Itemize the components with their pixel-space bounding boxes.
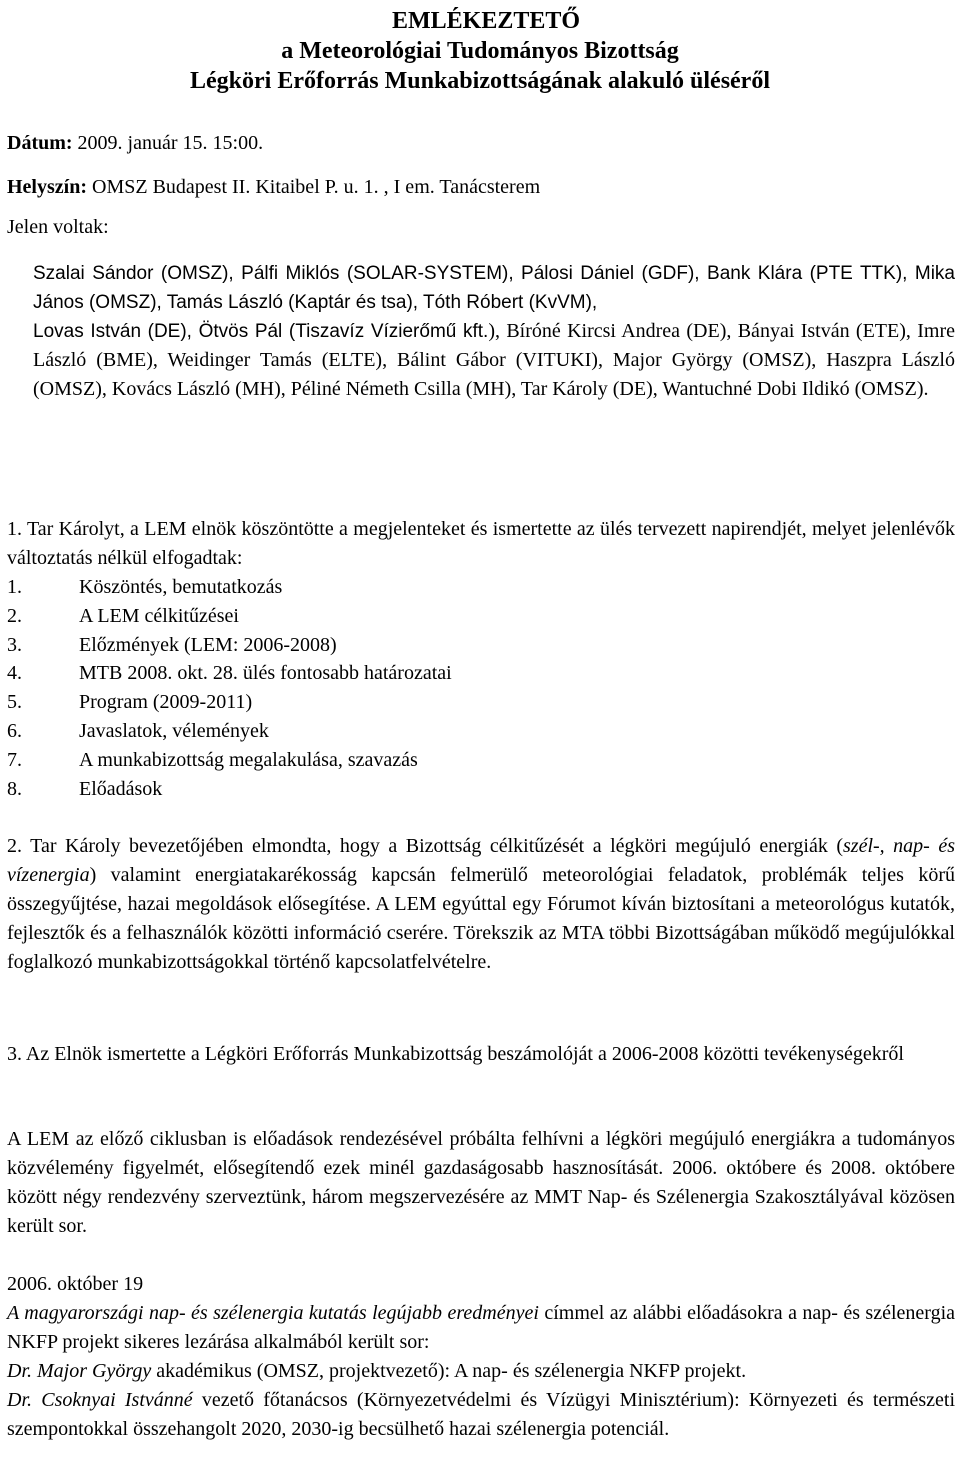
- place-line: [7, 176, 540, 199]
- present-label: Jelen voltak:: [7, 216, 109, 238]
- document-title: EMLÉKEZTETŐ: [391, 8, 581, 34]
- date-value: 2009. január 15. 15:00.: [72, 132, 264, 154]
- attendee-list: [33, 259, 955, 404]
- date-line: [7, 132, 263, 155]
- agenda-list: [7, 573, 452, 803]
- energy-types: szél-, nap- és vízenergia: [7, 835, 955, 886]
- place-label: Helyszín:: [7, 176, 87, 198]
- section-3-paragraph: A LEM az előző ciklusban is előadások rendezésével próbálta felhívni a légköri megújuló energiákra a tudományos közvélemény figyelmét, elősegítendő ezek minél gazdaságosabb hasznosítását. 2006. októbere és 2008. októbere között négy rendezvény szerveztünk, három megszervezésére az MMT Nap- és Szélenergia Szakosztályával közösen került sor.: [7, 1128, 955, 1237]
- event-description: A magyarországi nap- és szélenergia kutatás legújabb eredményei címmel az alábbi előadásokra a nap- és szélenergia NKFP projekt sikeres lezárása alkalmából került sor:: [7, 1302, 956, 1353]
- agenda-item: 7. A munkabizottság megalakulása, szavazás: [7, 748, 418, 771]
- meeting-subtitle: Légköri Erőforrás Munkabizottságának alakuló üléséről: [189, 68, 771, 94]
- section-3-heading: 3. Az Elnök ismertette a Légköri Erőforrás Munkabizottság beszámolóját a 2006-2008 közötti tevékenységekről: [7, 1043, 904, 1065]
- section-1-intro: 1. Tar Károlyt, a LEM elnök köszöntötte a megjelenteket és ismertette az ülés tervezett napirendjét, melyet jelenlévők változtatás nélkül elfogadtak:: [7, 518, 955, 569]
- agenda-item: 2. A LEM célkitűzései: [7, 604, 239, 627]
- place-value: OMSZ Budapest II. Kitaibel P. u. 1. , I em. Tanácsterem: [87, 176, 541, 198]
- event-title: A magyarországi nap- és szélenergia kutatás legújabb eredményei: [7, 1302, 539, 1324]
- agenda-item: 4. MTB 2008. okt. 28. ülés fontosabb határozatai: [7, 662, 452, 685]
- speaker-1: Dr. Major György akadémikus (OMSZ, projektvezető): A nap- és szélenergia NKFP projekt.: [7, 1360, 747, 1382]
- speaker-2: Dr. Csoknyai Istvánné vezető főtanácsos (Környezetvédelmi és Vízügyi Minisztérium): Környezeti és természeti szempontokkal összehangolt 2020, 2030-ig becsülhető hazai szélenergia potenciál.: [7, 1389, 955, 1440]
- event-date: 2006. október 19: [7, 1273, 144, 1295]
- agenda-item: 1. Köszöntés, bemutatkozás: [7, 576, 283, 598]
- agenda-item: 3. Előzmények (LEM: 2006-2008): [7, 633, 337, 656]
- committee-name: a Meteorológiai Tudományos Bizottság: [281, 38, 679, 64]
- attendees-part1: Szalai Sándor (OMSZ), Pálfi Miklós (SOLAR-SYSTEM), Pálosi Dániel (GDF), Bank Klára (PTE TTK), Mika János (OMSZ), Tamás László (Kaptár és tsa), Tóth Róbert (KvVM),: [33, 263, 955, 313]
- section-2-paragraph: 2. Tar Károly bevezetőjében elmondta, hogy a Bizottság célkitűzését a légköri megújuló energiák (szél-, nap- és vízenergia) valamint energiatakarékosság kapcsán felmerülő meteorológiai feladatok, problémák teljes körű összegyűjtése, hazai megoldások elősegítése. A LEM egyúttal egy Fórumot kíván biztosítani a meteorológus kutatók, fejlesztők és a felhasználók közötti információ cserére. Törekszik az MTA többi Bizottságában működő megújulókkal foglalkozó munkabizottságokkal történő kapcsolatfelvételre.: [7, 835, 955, 973]
- attendees-part2a: Lovas István (DE), Ötvös Pál (Tiszavíz Vízierőmű kft.: [33, 321, 489, 342]
- agenda-item: 8. Előadások: [7, 777, 163, 800]
- title-block: [0, 0, 960, 96]
- speaker-1-name: Dr. Major György: [7, 1360, 152, 1382]
- agenda-item: 5. Program (2009-2011): [7, 691, 253, 714]
- agenda-item: 6. Javaslatok, vélemények: [7, 719, 269, 742]
- date-label: Dátum:: [7, 132, 73, 154]
- speaker-2-name: Dr. Csoknyai Istvánné: [7, 1389, 193, 1411]
- attendees-part2b: ), Bíróné Kircsi Andrea (DE), Bányai István (ETE), Imre László (BME), Weidinger Tamás (ELTE), Bálint Gábor (VITUKI), Major György (OMSZ), Haszpra László (OMSZ), Kovács László (MH), Péliné Németh Csilla (MH), Tar Károly (DE), Wantuchné Dobi Ildikó (OMSZ).: [33, 320, 955, 400]
